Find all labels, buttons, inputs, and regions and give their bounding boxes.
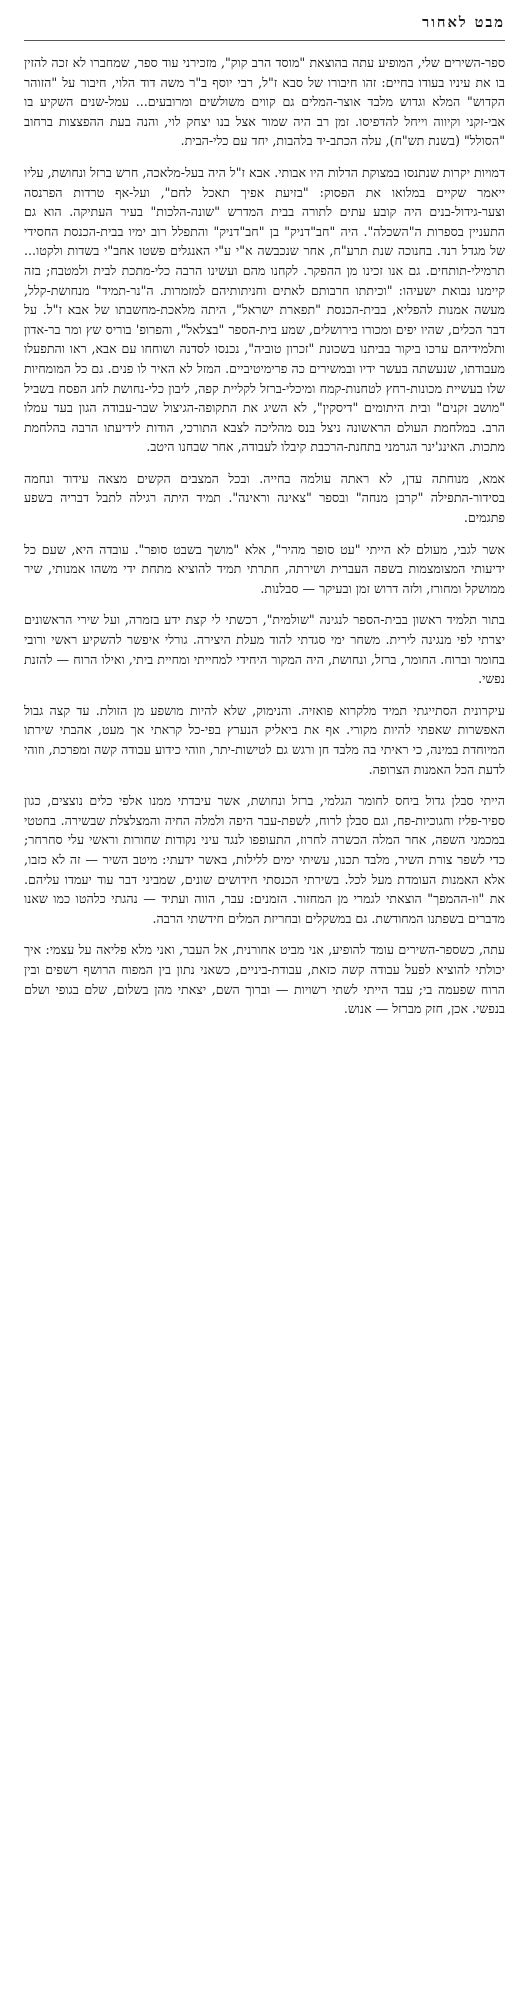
- paragraph-8: עתה, כשספר-השירים עומד להופיע, אני מביט אחורנית, אל העבר, ואני מלא פליאה על עצמי: איך יכולתי להוציא לפעל עבודה קשה כזאת, עבודת-ביניים, כשאני נתון בין המפוח הרושף רשפים ובין הרוח שפעמה בי; עבד הייתי לשתי רשויות — וברוך השם, יצאתי מהן בשלום, שלם בגופי ושלם בנפשי. אכן, חזק מברזל — אנוש.: [24, 942, 505, 1017]
- paragraph-7: הייתי סבלן גדול ביחס לחומר הגלמי, ברזל ונחושת, אשר עיבדתי ממנו אלפי כלים נוצצים, כגון ספיר-פליז וחגוכיות-פח, וגם סבלן לרוח, לשפת-עבר היפה ולמלה החיה והמצלצלת שבשירה. בחטטי במכמני השפה, אחר המלה הכשרה לחרוז, התעופפו לנגד עיני נקודות שחורות וראשי עלי סחרחר; כדי לשפר צורת השיר, מלבד תכנו, עשיתי ימים ללילות, באשר ידעתי: מיטב השיר — זה לא כזבו, אלא האמנות העומדת מעל לכל. בשירתי הכנסתי חידושים שונים, שמביני דבר עוד יעמדו עליהם. את "וו-ההמפך" הוצאתי לגמרי מן המחזור. הזמנים: עבר, הווה ועתיד — נהגתי כלהטו כמו שאנו מדברים בשפתנו המחודשת. גם במשקלים ובחריזת המלים חידשתי הרבה.: [24, 793, 505, 926]
- page-title: מבט לאחור: [422, 14, 505, 31]
- paragraph-4: אשר לגבי, מעולם לא הייתי "עט סופר מהיר", אלא "מושך בשבט סופר". עובדה היא, שעם כל ידיעותי המצומצמות בשפה העברית ושירתה, חתרתי תמיד להוציא מתחת ידי משהו אמנותי, שיר ממושקל ומחורז, ולזה דרוש זמן ובעיקר — סבלנות.: [24, 541, 505, 596]
- paragraph-1: ספר-השירים שלי, המופיע עתה בהוצאת "מוסד הרב קוק", מזכירני עוד ספר, שמחברו לא זכה להזין בו את עיניו בעודו בחיים: זהו חיבורו של סבא ז"ל, רבי יוסף ב"ר משה דוד הלוי, חיבור על "הזוהר הקדוש" המלא וגדוש מלבד אוצר-המלים גם קווים משולשים ומרובעים... עמל-שנים השקיע בו אבי-זקני וקיווה וייחל להדפיסו. זמן רב היה שמור אצל בנו יצחק לוי, והנה בעת ההפצצות ברחוב "הסולל" (בשנת תש"ח), עלה הכתב-יד בלהבות, יחד עם כלי-הבית.: [24, 55, 505, 149]
- paragraph-6: עיקרונית הסתייגתי תמיד מלקרוא פואזיה. והנימוק, שלא להיות מושפע מן הזולת. עד קצה גבול האפשרות שאפתי להיות מקורי. אף את ביאליק הנערץ בפי-כל קראתי אך מעט, אהבתי שירתו המיוחדת במינה, כי ראיתי בה מלבד חן ורגש גם לטישות-יתר, וזוהי כידוע עבודה קשה ומפרכת, וזוהי לדעת הכל האמנות הצרופה.: [24, 702, 505, 777]
- paragraph-3: אמא, מנוחתה עדן, לא ראתה עולמה בחייה. ובכל המצבים הקשים מצאה עידוד ונחמה בסידור-התפילה "קרבן מנחה" ובספר "צאינה וראינה". תמיד היתה רגילה לתבל דבריה בשפע פתגמים.: [24, 470, 505, 526]
- title-divider: [24, 40, 505, 41]
- paragraph-2: דמויות יקרות שנתנסו במצוקת הדלות היו אבותי. אבא ז"ל היה בעל-מלאכה, חרש ברזל ונחושת, עליו ייאמר שקיים במלואו את הפסוק: "בזיעת אפיך תאכל לחם", ועל-אף טרדות הפרנסה וצער-גידול-בנים היה קובע עתים לתורה בבית המדרש "שונה-הלכות" בעיר העתיקה. הוא גם התעניין בספרות ה"השכלה". היה "חב"דניק" בן "חב"דניק" והתפלל רוב ימיו בבית-הכנסת החסידי של מגדל רנד. בחנוכה שנת תרע"ח, אחר שנכבשה א"י ע"י האנגלים פשטו אחב"י בשדות ולקטו... תרמילי-תותחים. גם אנו זכינו מן ההפקר. לקחנו מהם ועשינו הרבה כלי-מתכת לבית ולמטבח; בזה קיימנו נבואת ישעיהו: "וכיתתו חרבותם לאתים וחניתותיהם למזמרות. ה"נר-תמיד" מנחושת-קלל, מעשה אמנות להפליא, בבית-הכנסת "תפארת ישראל", היתה מלאכת-מחשבתו של אבא ז"ל. על דבר הכלים, שהיו יפים ומכורו בירושלים, שמע בית-הספר "בצלאל", והפרופ' בוריס שץ ומר בר-אדון ותלמידיהם ערכו ביקור בביתנו בשכונת "זכרון טוביה", נכנסו לסדנה ושוחחו עם אבא, ראו והתפעלו מעבודתו, שנעשתה בעשר ידיו ובמשירים כה פרימיטיביים. המזל לא האיר לו פנים. גם כל המומחיות שלו בעשיית מכונות-רחץ לטחנות-קמח ומיכלי-ברזל לקליית קפה, ליבון כלי-נחושת לחג הפסח בשביל "מושב זקנים" ובית היתומים "דיסקין", לא השיג את התקופה-הגיצול שבר-עבודה הגון בעד עמלו הרב. במלחמת העולם הראשונה ניצל בנס מהליכה לצבא התורכי, הודות לידיעתו הרבה בהלחמת מתכות. האינג'ינר הגרמני בתחנת-הרכבת קיבלו לעבודה, אחר שבחנו היטב.: [24, 164, 505, 455]
- paragraph-5: בתור תלמיד ראשון בבית-הספר לנגינה "שולמית", רכשתי לי קצת ידע בזמרה, ועל שירי הראשונים יצרתי לפי מנגינה לירית. משחר ימי סגדתי להוד מעלת היצירה. גורלי איפשר להשקיע ראשי ורובי בחומר וברוח. החומר, ברזל, ונחושת, היה המקור היחידי למחייתי ומחיית ביתי, ואילו הרוח — להזנת נפשי.: [24, 612, 505, 687]
